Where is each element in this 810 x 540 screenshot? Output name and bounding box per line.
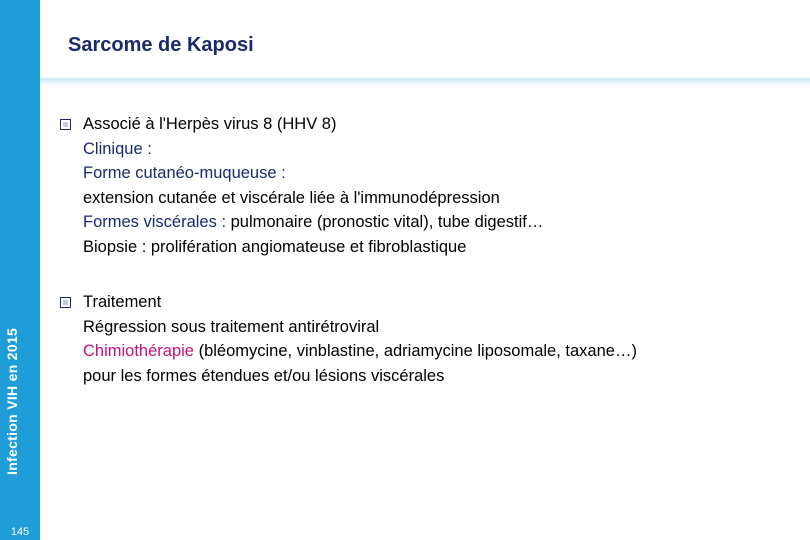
formes-viscerales-label: Formes viscérales : bbox=[83, 213, 227, 231]
extension-text: extension cutanée et viscérale liée à l'immunodépression bbox=[83, 188, 500, 207]
sidebar-label: Infection VIH en 2015 bbox=[4, 327, 20, 475]
checkbox-bullet-icon bbox=[60, 297, 71, 308]
section1-heading: Associé à l'Herpès virus 8 (HHV 8) bbox=[83, 115, 337, 133]
section-traitement bbox=[60, 290, 637, 388]
formes-etendues-text: pour les formes étendues et/ou lésions viscérales bbox=[83, 366, 445, 385]
section2-heading: Traitement bbox=[83, 293, 162, 311]
formes-viscerales-text: pulmonaire (pronostic vital), tube digestif… bbox=[226, 213, 544, 231]
sidebar bbox=[0, 0, 40, 540]
forme-cutaneo-label: Forme cutanéo-muqueuse : bbox=[83, 164, 286, 182]
regression-text: Régression sous traitement antirétroviral bbox=[83, 317, 380, 336]
slide-title: Sarcome de Kaposi bbox=[68, 34, 254, 56]
checkbox-bullet-icon bbox=[60, 119, 71, 130]
title-divider bbox=[40, 78, 810, 86]
page-number: 145 bbox=[10, 526, 30, 538]
biopsie-text: Biopsie : prolifération angiomateuse et fibroblastique bbox=[83, 237, 467, 256]
section-association bbox=[60, 112, 543, 259]
clinique-label: Clinique : bbox=[83, 139, 152, 158]
chimio-text: (bléomycine, vinblastine, adriamycine liposomale, taxane…) bbox=[193, 342, 637, 360]
chimio-line bbox=[60, 339, 637, 364]
chimio-label: Chimiothérapie bbox=[83, 342, 194, 360]
formes-viscerales-line bbox=[60, 210, 543, 235]
